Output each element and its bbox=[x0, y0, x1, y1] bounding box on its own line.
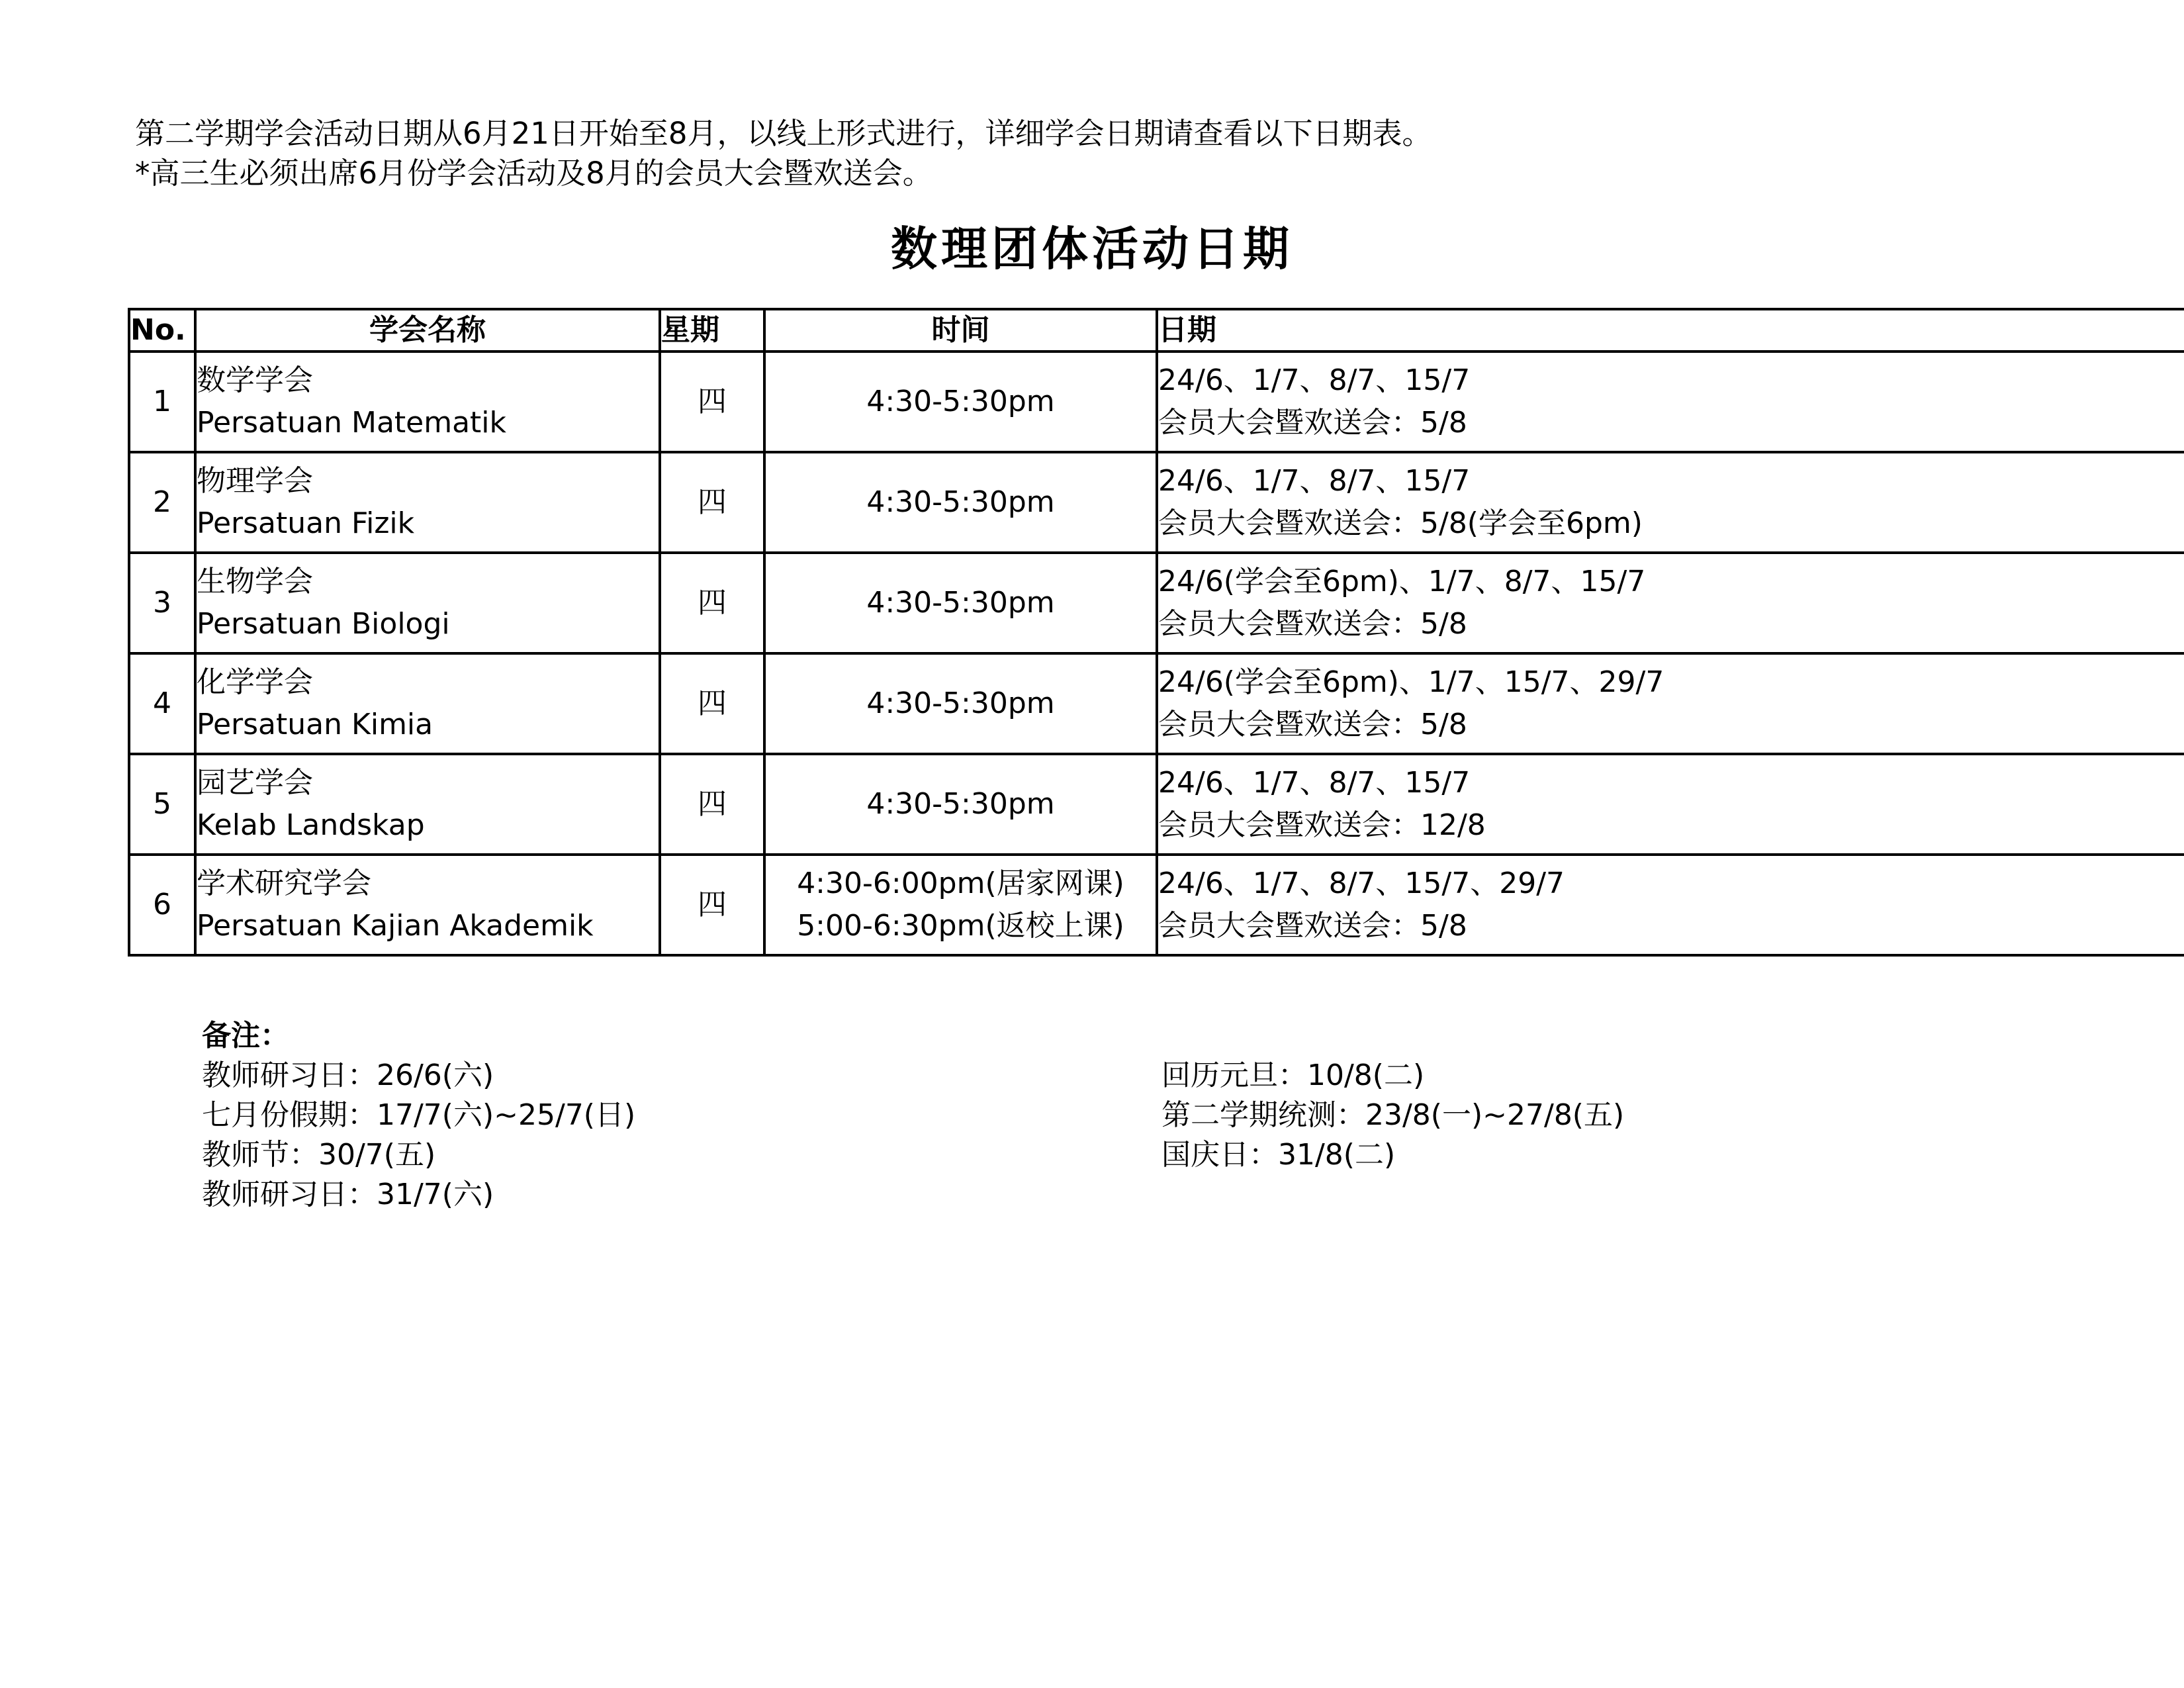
society-name-cn: 生物学会 bbox=[197, 565, 313, 598]
row-no: 3 bbox=[129, 553, 195, 653]
row-no: 5 bbox=[129, 754, 195, 855]
notes-left-column bbox=[202, 1056, 635, 1215]
dates-cell bbox=[1157, 553, 2184, 653]
society-name-ms: Persatuan Kimia bbox=[197, 708, 433, 741]
time-line-1: 4:30-6:00pm(居家网课) bbox=[797, 867, 1124, 900]
page-title: 数理团体活动日期 bbox=[891, 221, 1293, 276]
table-header-row bbox=[129, 309, 2184, 352]
society-name-cn: 数学学会 bbox=[197, 363, 313, 397]
society-name-ms: Persatuan Fizik bbox=[197, 506, 415, 540]
time-line-1: 4:30-5:30pm bbox=[866, 586, 1055, 620]
dates-cell bbox=[1157, 754, 2184, 855]
notes-title: 备注： bbox=[202, 1019, 289, 1053]
weekday-cell: 四 bbox=[660, 352, 764, 452]
table-row bbox=[129, 653, 2184, 754]
time-line-1: 4:30-5:30pm bbox=[866, 485, 1055, 519]
note-item: 教师研习日：26/6(六) bbox=[202, 1058, 494, 1092]
notes-right-column bbox=[1161, 1056, 1624, 1175]
note-item: 七月份假期：17/7(六)~25/7(日) bbox=[202, 1098, 636, 1132]
row-no: 4 bbox=[129, 653, 195, 754]
note-item: 国庆日：31/8(二) bbox=[1161, 1138, 1396, 1172]
note-item: 教师节：30/7(五) bbox=[202, 1138, 436, 1172]
society-name-ms: Kelab Landskap bbox=[197, 808, 425, 842]
dates-cell bbox=[1157, 653, 2184, 754]
dates-line-1: 24/6、1/7、8/7、15/7 bbox=[1158, 766, 1471, 800]
dates-line-1: 24/6、1/7、8/7、15/7 bbox=[1158, 363, 1471, 397]
society-name-cn: 园艺学会 bbox=[197, 766, 313, 800]
intro-line-2: *高三生必须出席6月份学会活动及8月的会员大会暨欢送会。 bbox=[135, 156, 933, 191]
time-cell bbox=[764, 653, 1157, 754]
row-no: 1 bbox=[129, 352, 195, 452]
table-row bbox=[129, 553, 2184, 653]
notes-section bbox=[202, 1016, 289, 1056]
note-item: 教师研习日：31/7(六) bbox=[202, 1178, 494, 1211]
weekday-cell: 四 bbox=[660, 653, 764, 754]
time-cell bbox=[764, 452, 1157, 553]
schedule-table bbox=[128, 308, 2184, 957]
time-cell bbox=[764, 352, 1157, 452]
society-name-cell bbox=[195, 653, 660, 754]
note-item: 第二学期统测：23/8(一)~27/8(五) bbox=[1161, 1098, 1625, 1132]
table-row bbox=[129, 855, 2184, 955]
time-line-1: 4:30-5:30pm bbox=[866, 787, 1055, 821]
weekday-cell: 四 bbox=[660, 452, 764, 553]
dates-line-2: 会员大会暨欢送会：5/8 bbox=[1158, 406, 1467, 440]
society-name-cell bbox=[195, 855, 660, 955]
time-cell bbox=[764, 855, 1157, 955]
header-society-name: 学会名称 bbox=[195, 309, 660, 352]
row-no: 6 bbox=[129, 855, 195, 955]
society-name-ms: Persatuan Kajian Akademik bbox=[197, 909, 594, 943]
dates-line-2: 会员大会暨欢送会：5/8(学会至6pm) bbox=[1158, 506, 1643, 540]
dates-cell bbox=[1157, 855, 2184, 955]
note-item: 回历元旦：10/8(二) bbox=[1161, 1058, 1425, 1092]
time-cell bbox=[764, 754, 1157, 855]
society-name-cell bbox=[195, 553, 660, 653]
weekday-cell: 四 bbox=[660, 553, 764, 653]
society-name-cell bbox=[195, 754, 660, 855]
dates-line-2: 会员大会暨欢送会：12/8 bbox=[1158, 808, 1486, 842]
dates-line-2: 会员大会暨欢送会：5/8 bbox=[1158, 909, 1467, 943]
society-name-cell bbox=[195, 352, 660, 452]
table-row bbox=[129, 352, 2184, 452]
time-line-2: 5:00-6:30pm(返校上课) bbox=[797, 909, 1124, 943]
table-row bbox=[129, 452, 2184, 553]
header-no: No. bbox=[129, 309, 195, 352]
society-name-cell bbox=[195, 452, 660, 553]
dates-line-2: 会员大会暨欢送会：5/8 bbox=[1158, 708, 1467, 741]
society-name-cn: 物理学会 bbox=[197, 464, 313, 498]
weekday-cell: 四 bbox=[660, 855, 764, 955]
dates-cell bbox=[1157, 452, 2184, 553]
society-name-ms: Persatuan Biologi bbox=[197, 607, 450, 641]
dates-line-2: 会员大会暨欢送会：5/8 bbox=[1158, 607, 1467, 641]
time-line-1: 4:30-5:30pm bbox=[866, 385, 1055, 418]
weekday-cell: 四 bbox=[660, 754, 764, 855]
society-name-ms: Persatuan Matematik bbox=[197, 406, 507, 440]
dates-line-1: 24/6、1/7、8/7、15/7、29/7 bbox=[1158, 867, 1565, 900]
intro-text bbox=[135, 114, 1432, 193]
society-name-cn: 学术研究学会 bbox=[197, 867, 371, 900]
header-dates: 日期 bbox=[1157, 309, 2184, 352]
dates-line-1: 24/6(学会至6pm)、1/7、8/7、15/7 bbox=[1158, 565, 1646, 598]
time-line-1: 4:30-5:30pm bbox=[866, 686, 1055, 720]
dates-line-1: 24/6(学会至6pm)、1/7、15/7、29/7 bbox=[1158, 665, 1664, 699]
dates-cell bbox=[1157, 352, 2184, 452]
intro-line-1: 第二学期学会活动日期从6月21日开始至8月，以线上形式进行，详细学会日期请查看以下日期表。 bbox=[135, 116, 1432, 151]
header-time: 时间 bbox=[764, 309, 1157, 352]
dates-line-1: 24/6、1/7、8/7、15/7 bbox=[1158, 464, 1471, 498]
row-no: 2 bbox=[129, 452, 195, 553]
time-cell bbox=[764, 553, 1157, 653]
table-row bbox=[129, 754, 2184, 855]
society-name-cn: 化学学会 bbox=[197, 665, 313, 699]
header-weekday: 星期 bbox=[660, 309, 764, 352]
